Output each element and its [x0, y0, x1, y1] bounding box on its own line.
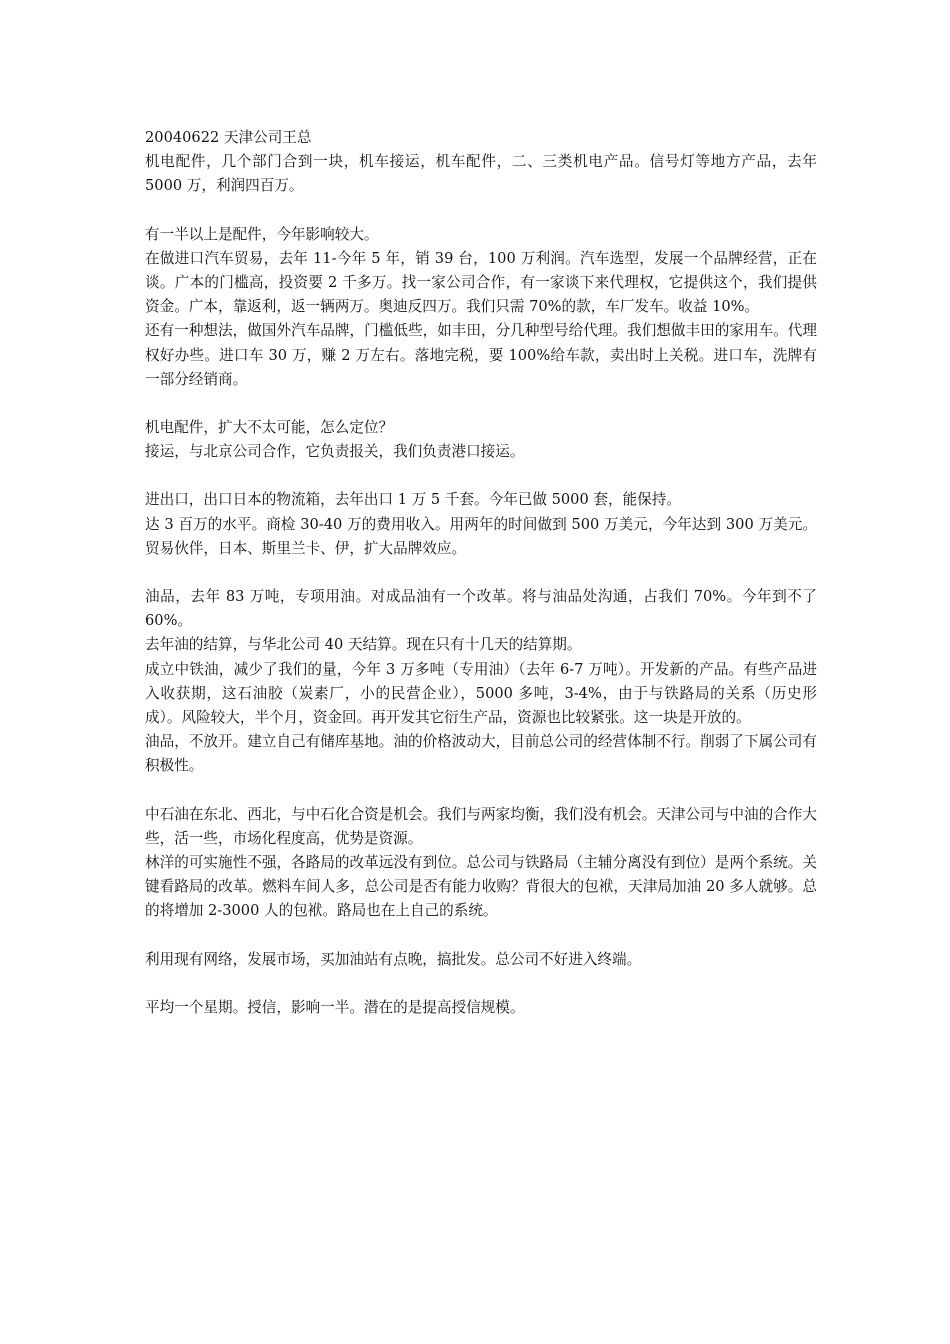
paragraph-gap: [145, 561, 817, 585]
paragraph: 利用现有网络，发展市场，买加油站有点晚，搞批发。总公司不好进入终端。: [145, 950, 642, 968]
paragraph: 进出口，出口日本的物流箱，去年出口 1 万 5 千套。今年已做 5000 套，能保持。: [145, 491, 681, 509]
paragraph-gap: [145, 199, 817, 223]
section-cooperation: [145, 803, 817, 924]
section-automobile: [145, 223, 817, 392]
paragraph: 平均一个星期。授信，影响一半。潜在的是提高授信规模。: [145, 998, 525, 1016]
paragraph: 还有一种想法，做国外汽车品牌，门槛低些，如丰田，分几种型号给代理。我们想做丰田的家用车。代理权好办些。进口车 30 万，赚 2 万左右。落地完税，要 100%给车款，卖出时上关税。进口车，洗牌有一部分经销商。: [145, 322, 817, 388]
paragraph: 在做进口汽车贸易，去年 11-今年 5 年，销 39 台，100 万利润。汽车选型，发展一个品牌经营，正在谈。广本的门槛高，投资要 2 千多万。找一家公司合作，有一家谈下来代理权，它提供这个，我们提供资金。广本，靠返利，返一辆两万。奥迪反四万。我们只需 70%的款，车厂发车。收益 10%。: [145, 249, 817, 316]
paragraph: 机电配件，扩大不太可能，怎么定位？: [145, 419, 394, 437]
section-positioning: [145, 416, 817, 464]
section-import-export: [145, 488, 817, 561]
paragraph: 油品，不放开。建立自己有储库基地。油的价格波动大，目前总公司的经营体制不行。削弱了下属公司有积极性。: [145, 733, 817, 775]
paragraph: 机电配件，几个部门合到一块，机车接运，机车配件，二、三类机电产品。信号灯等地方产品，去年 5000 万，利润四百万。: [145, 153, 817, 195]
paragraph-gap: [145, 972, 817, 996]
document-body: [145, 126, 817, 1020]
paragraph: 去年油的结算，与华北公司 40 天结算。现在只有十几天的结算期。: [145, 636, 582, 654]
section-oil-products: [145, 585, 817, 779]
paragraph: 油品，去年 83 万吨，专项用油。对成品油有一个改革。将与油品处沟通，占我们 70%。今年到不了 60%。: [145, 588, 817, 630]
paragraph: 林洋的可实施性不强，各路局的改革远没有到位。总公司与铁路局（主辅分离没有到位）是两个系统。关键看路局的改革。燃料车间人多，总公司是否有能力收购？背很大的包袱，天津局加油 20 多人就够。总的将增加 2-3000 人的包袱。路局也在上自己的系统。: [145, 854, 817, 920]
paragraph-gap: [145, 464, 817, 488]
paragraph: 有一半以上是配件，今年影响较大。: [145, 225, 379, 243]
paragraph: 达 3 百万的水平。商检 30-40 万的费用收入。用两年的时间做到 500 万美元，今年达到 300 万美元。贸易伙伴，日本、斯里兰卡、伊，扩大品牌效应。: [145, 515, 817, 557]
paragraph-gap: [145, 392, 817, 416]
section-credit: [145, 996, 817, 1020]
paragraph: 接运，与北京公司合作，它负责报关，我们负责港口接运。: [145, 443, 525, 461]
paragraph-gap: [145, 779, 817, 803]
paragraph: 中石油在东北、西北，与中石化合资是机会。我们与两家均衡，我们没有机会。天津公司与中油的合作大些，活一些，市场化程度高，优势是资源。: [145, 805, 817, 847]
section-network: [145, 948, 817, 972]
paragraph: 成立中铁油，减少了我们的量，今年 3 万多吨（专用油）（去年 6-7 万吨）。开发新的产品。有些产品进入收获期，这石油胶（炭素厂，小的民营企业），5000 多吨，3-4%，由于与铁路局的关系（历史形成）。风险较大，半个月，资金回。再开发其它衍生产品，资源也比较紧张。这一块是开放的。: [145, 660, 817, 727]
paragraph-gap: [145, 924, 817, 948]
section-electromechanical: [145, 150, 817, 198]
document-title: 20040622 天津公司王总: [145, 129, 312, 146]
